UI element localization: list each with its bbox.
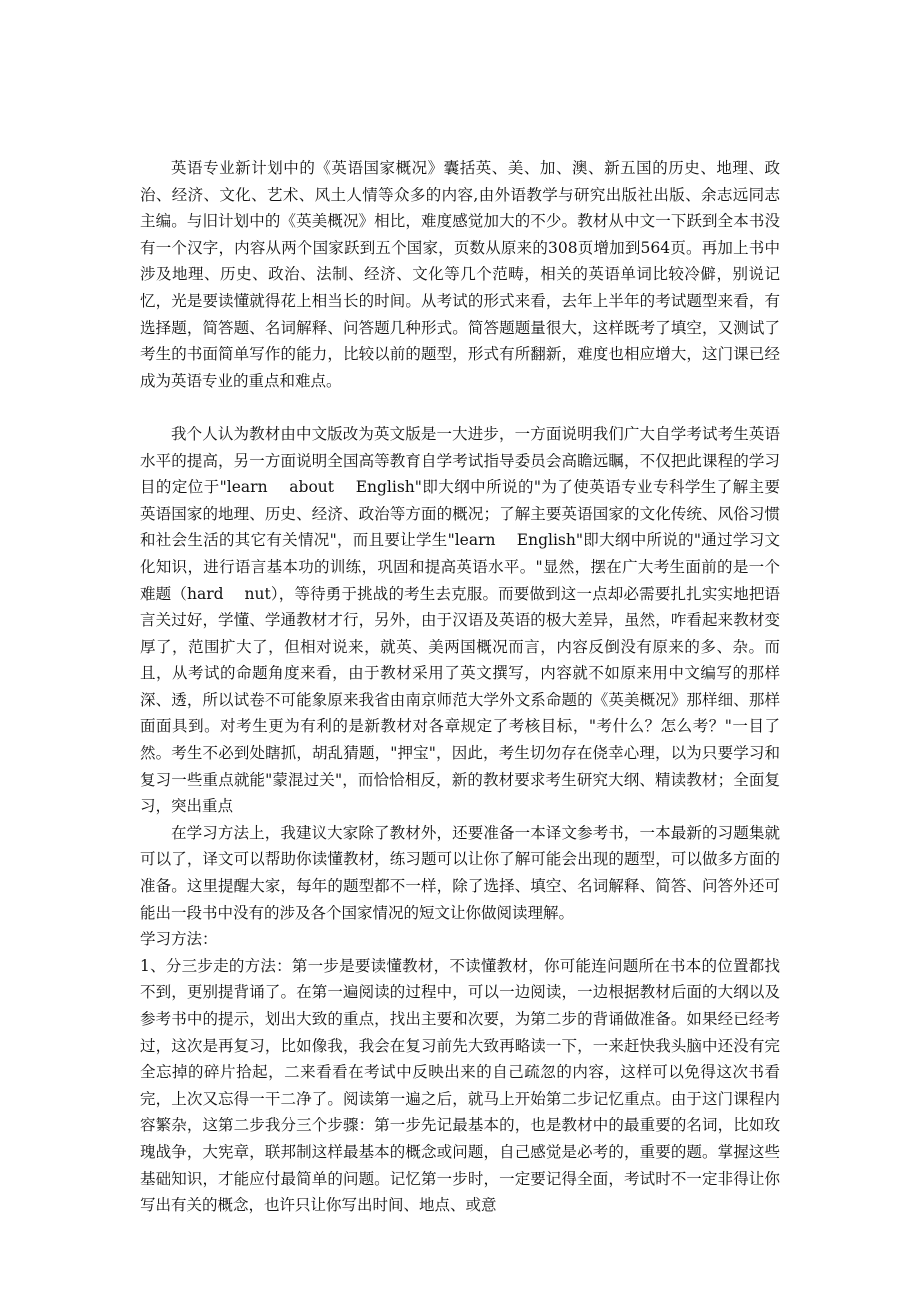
paragraph-study-method-advice: 在学习方法上，我建议大家除了教材外，还要准备一本译文参考书，一本最新的习题集就可以了，译文可以帮助你读懂教材，练习题可以让你了解可能会出现的题型，可以做多方面的准备。这里提醒大家，每年的题型都不一样，除了选择、填空、名词解释、简答、问答外还可能出一段书中没有的涉及各个国家情况的短文让你做阅读理解。 xyxy=(140,823,780,922)
paragraph-opinion: 我个人认为教材由中文版改为英文版是一大进步，一方面说明我们广大自学考试考生英语水平的提高，另一方面说明全国高等教育自学考试指导委员会高瞻远瞩，不仅把此课程的学习目的定位于"learn about English"即大纲中所说的"为了使英语专业专科学生了解主要英语国家的地理、历史、经济、政治等方面的概况；了解主要英语国家的文化传统、风俗习惯和社会生活的其它有关情况"，而且要让学生"learn English"即大纲中所说的"通过学习文化知识，进行语言基本功的训练，巩固和提高英语水平。"显然，摆在广大考生面前的是一个难题（hard nut），等待勇于挑战的考生去克服。而要做到这一点却必需要扎扎实实地把语言关过好，学懂、学通教材才行，另外，由于汉语及英语的极大差异，虽然，咋看起来教材变厚了，范围扩大了，但相对说来，就英、美两国概况而言，内容反倒没有原来的多、杂。而且，从考试的命题角度来看，由于教材采用了英文撰写，内容就不如原来用中文编写的那样深、透，所以试卷不可能象原来我省由南京师范大学外文系命题的《英美概况》那样细、那样面面具到。对考生更为有利的是新教材对各章规定了考核目标，"考什么？怎么考？"一目了然。考生不必到处瞎抓，胡乱猜题，"押宝"，因此，考生切勿存在侥幸心理，以为只要学习和复习一些重点就能"蒙混过关"，而恰恰相反，新的教材要求考生研究大纲、精读教材；全面复习，突出重点 xyxy=(140,424,780,816)
paragraph-intro: 英语专业新计划中的《英语国家概况》囊括英、美、加、澳、新五国的历史、地理、政治、经济、文化、艺术、风土人情等众多的内容,由外语教学与研究出版社出版、余志远同志主编。与旧计划中的《英美概况》相比，难度感觉加大的不少。教材从中文一下跃到全本书没有一个汉字，内容从两个国家跃到五个国家，页数从原来的308页增加到564页。再加上书中涉及地理、历史、政治、法制、经济、文化等几个范畴，相关的英语单词比较冷僻，别说记忆，光是要读懂就得花上相当长的时间。从考试的形式来看，去年上半年的考试题型来看，有选择题，简答题、名词解释、问答题几种形式。简答题题量很大，这样既考了填空，又测试了考生的书面简单写作的能力，比较以前的题型，形式有所翻新，难度也相应增大，这门课已经成为英语专业的重点和难点。 xyxy=(140,159,780,390)
document-body xyxy=(140,155,780,1219)
paragraph-spacer xyxy=(140,394,780,421)
paragraph-three-step-method: 1、分三步走的方法：第一步是要读懂教材，不读懂教材，你可能连问题所在书本的位置都找不到，更别提背诵了。在第一遍阅读的过程中，可以一边阅读，一边根据教材后面的大纲以及参考书中的提示，划出大致的重点，找出主要和次要，为第二步的背诵做准备。如果经已经考过，这次是再复习，比如像我，我会在复习前先大致再略读一下，一来赶快我头脑中还没有完全忘掉的碎片拾起，二来看看在考试中反映出来的自己疏忽的内容，这样可以免得这次书看完，上次又忘得一干二净了。阅读第一遍之后，就马上开始第二步记忆重点。由于这门课程内容繁杂，这第二步我分三个步骤：第一步先记最基本的，也是教材中的最重要的名词，比如玫瑰战争，大宪章，联邦制这样最基本的概念或问题，自己感觉是必考的，重要的题。掌握这些基础知识，才能应付最简单的问题。记忆第一步时，一定要记得全面，考试时不一定非得让你写出有关的概念，也许只让你写出时间、地点、或意 xyxy=(140,956,780,1215)
section-heading-study-method: 学习方法： xyxy=(140,930,218,949)
